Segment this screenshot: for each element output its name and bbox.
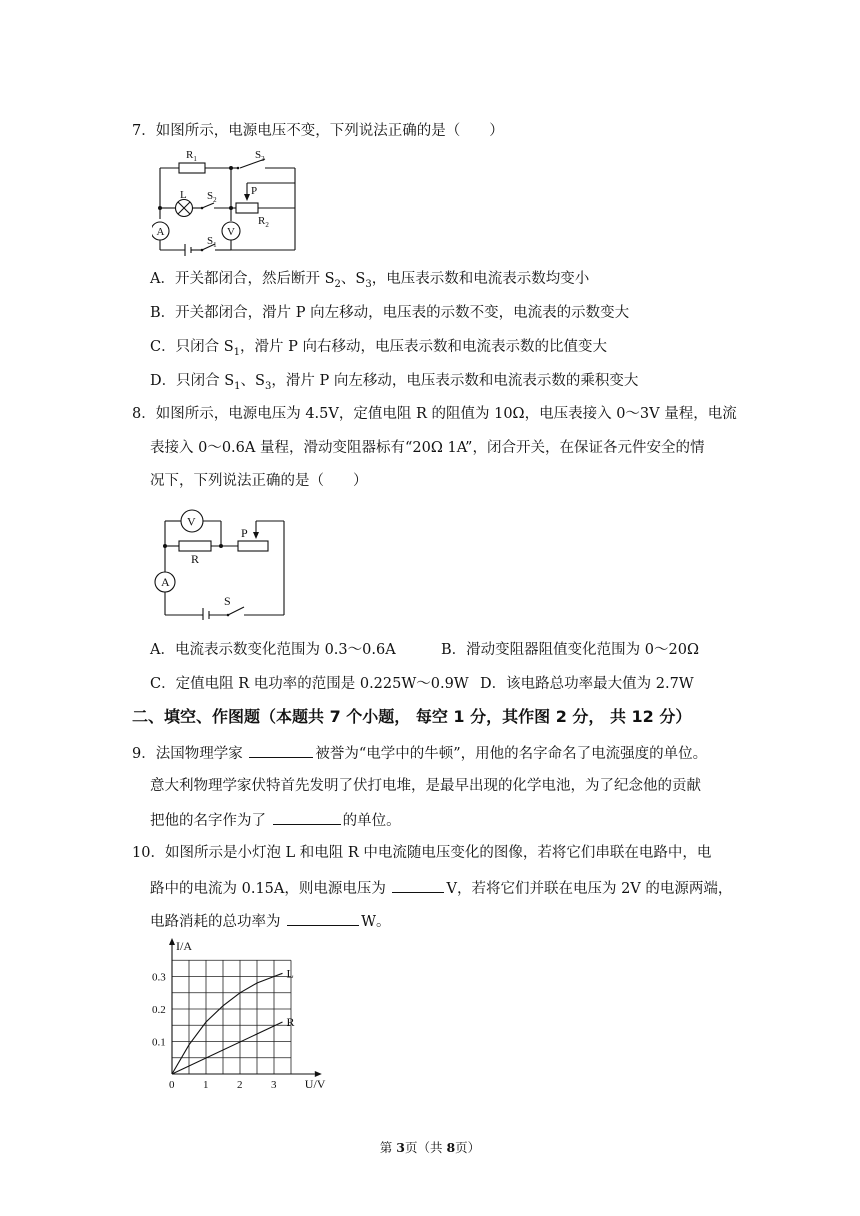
s3-label: $S_3$ — [255, 149, 265, 163]
ammeter-label: A — [156, 226, 165, 238]
q7-option-b[interactable]: B．开关都闭合，滑片 P 向左移动，电压表的示数不变，电流表的示数变大 — [150, 305, 630, 321]
q8-option-c[interactable]: C．定值电阻 R 电功率的范围是 0.225W～0.9W — [150, 676, 469, 692]
x-axis-label: U/V — [304, 1077, 326, 1091]
x-tick-label: 0 — [169, 1079, 175, 1091]
q10-blank-2[interactable] — [287, 910, 359, 926]
lamp-label: L — [180, 189, 187, 201]
q8-stem-line3: 况下，下列说法正确的是（ ） — [150, 473, 368, 489]
x-tick-label: 2 — [237, 1079, 243, 1091]
q10-iv-graph — [144, 936, 334, 1092]
slider-p-label: P — [241, 526, 248, 540]
x-tick-label: 3 — [271, 1079, 277, 1091]
q7-option-d[interactable]: D．只闭合 $S_1$、$S_3$，滑片 P 向左移动，电压表示数和电流表示数的乘积变大 — [150, 373, 639, 392]
s1-label: $S_1$ — [207, 235, 217, 249]
voltmeter-label: V — [227, 226, 235, 238]
slider-p-label: P — [251, 185, 258, 197]
series-line-R — [172, 1022, 283, 1074]
q9-line1: 9．法国物理学家 被誉为“电学中的牛顿”，用他的名字命名了电流强度的单位。 — [132, 742, 707, 764]
r2-label: $R_2$ — [258, 215, 269, 229]
section-heading: 二、填空、作图题（本题共 7 个小题， 每空 1 分，其作图 2 分， 共 12 分） — [132, 707, 692, 726]
y-tick-label: 0.3 — [152, 971, 166, 984]
s2-label: $S_2$ — [207, 190, 217, 204]
q10-line1: 10．如图所示是小灯泡 L 和电阻 R 中电流随电压变化的图像，若将它们串联在电路中，电 — [132, 845, 712, 861]
q7-circuit-diagram — [152, 146, 312, 258]
r1-label: $R_1$ — [186, 149, 197, 163]
q8-stem-line1: 8．如图所示，电源电压为 4.5V，定值电阻 R 的阻值为 10Ω，电压表接入 0～3V 量程，电流 — [132, 406, 737, 422]
q7-option-c[interactable]: C．只闭合 $S_1$，滑片 P 向右移动，电压表示数和电流表示数的比值变大 — [150, 339, 607, 358]
x-tick-label: 1 — [203, 1079, 209, 1091]
ammeter-label: A — [161, 575, 170, 589]
y-tick-label: 0.2 — [152, 1004, 166, 1016]
page-footer: 第 3页（共 8页） — [379, 1140, 481, 1155]
q9-line2: 意大利物理学家伏特首先发明了伏打电堆，是最早出现的化学电池，为了纪念他的贡献 — [150, 778, 701, 794]
y-axis-label: I/A — [176, 939, 192, 953]
q10-line2: 路中的电流为 0.15A，则电源电压为 V，若将它们并联在电压为 2V 的电源两端， — [150, 877, 732, 899]
q7-stem: 7．如图所示，电源电压不变，下列说法正确的是（ ） — [132, 123, 504, 139]
q8-option-b[interactable]: B．滑动变阻器阻值变化范围为 0～20Ω — [441, 642, 699, 658]
resistor-r-label: R — [191, 552, 200, 566]
q8-stem-line2: 表接入 0～0.6A 量程，滑动变阻器标有“20Ω 1A”，闭合开关，在保证各元件安全的情 — [150, 440, 705, 456]
q9-blank-1[interactable] — [249, 742, 313, 758]
q7-option-a[interactable]: A．开关都闭合，然后断开 $S_2$、$S_3$，电压表示数和电流表示数均变小 — [150, 271, 590, 290]
series-label-R: R — [286, 1015, 295, 1029]
y-tick-label: 0.1 — [152, 1036, 166, 1049]
q8-circuit-diagram — [148, 504, 293, 620]
series-line-L — [172, 973, 283, 1074]
q9-blank-2[interactable] — [273, 809, 341, 825]
q9-line3: 把他的名字作为了 的单位。 — [150, 809, 401, 831]
series-label-L: L — [286, 966, 294, 981]
voltmeter-label: V — [187, 514, 196, 529]
switch-s-label: S — [224, 594, 231, 608]
q10-line3: 电路消耗的总功率为 W。 — [150, 910, 391, 932]
q8-option-d[interactable]: D．该电路总功率最大值为 2.7W — [480, 676, 694, 692]
q10-blank-1[interactable] — [392, 877, 444, 893]
q8-option-a[interactable]: A．电流表示数变化范围为 0.3～0.6A — [150, 642, 396, 658]
y-axis-arrow — [169, 938, 175, 945]
